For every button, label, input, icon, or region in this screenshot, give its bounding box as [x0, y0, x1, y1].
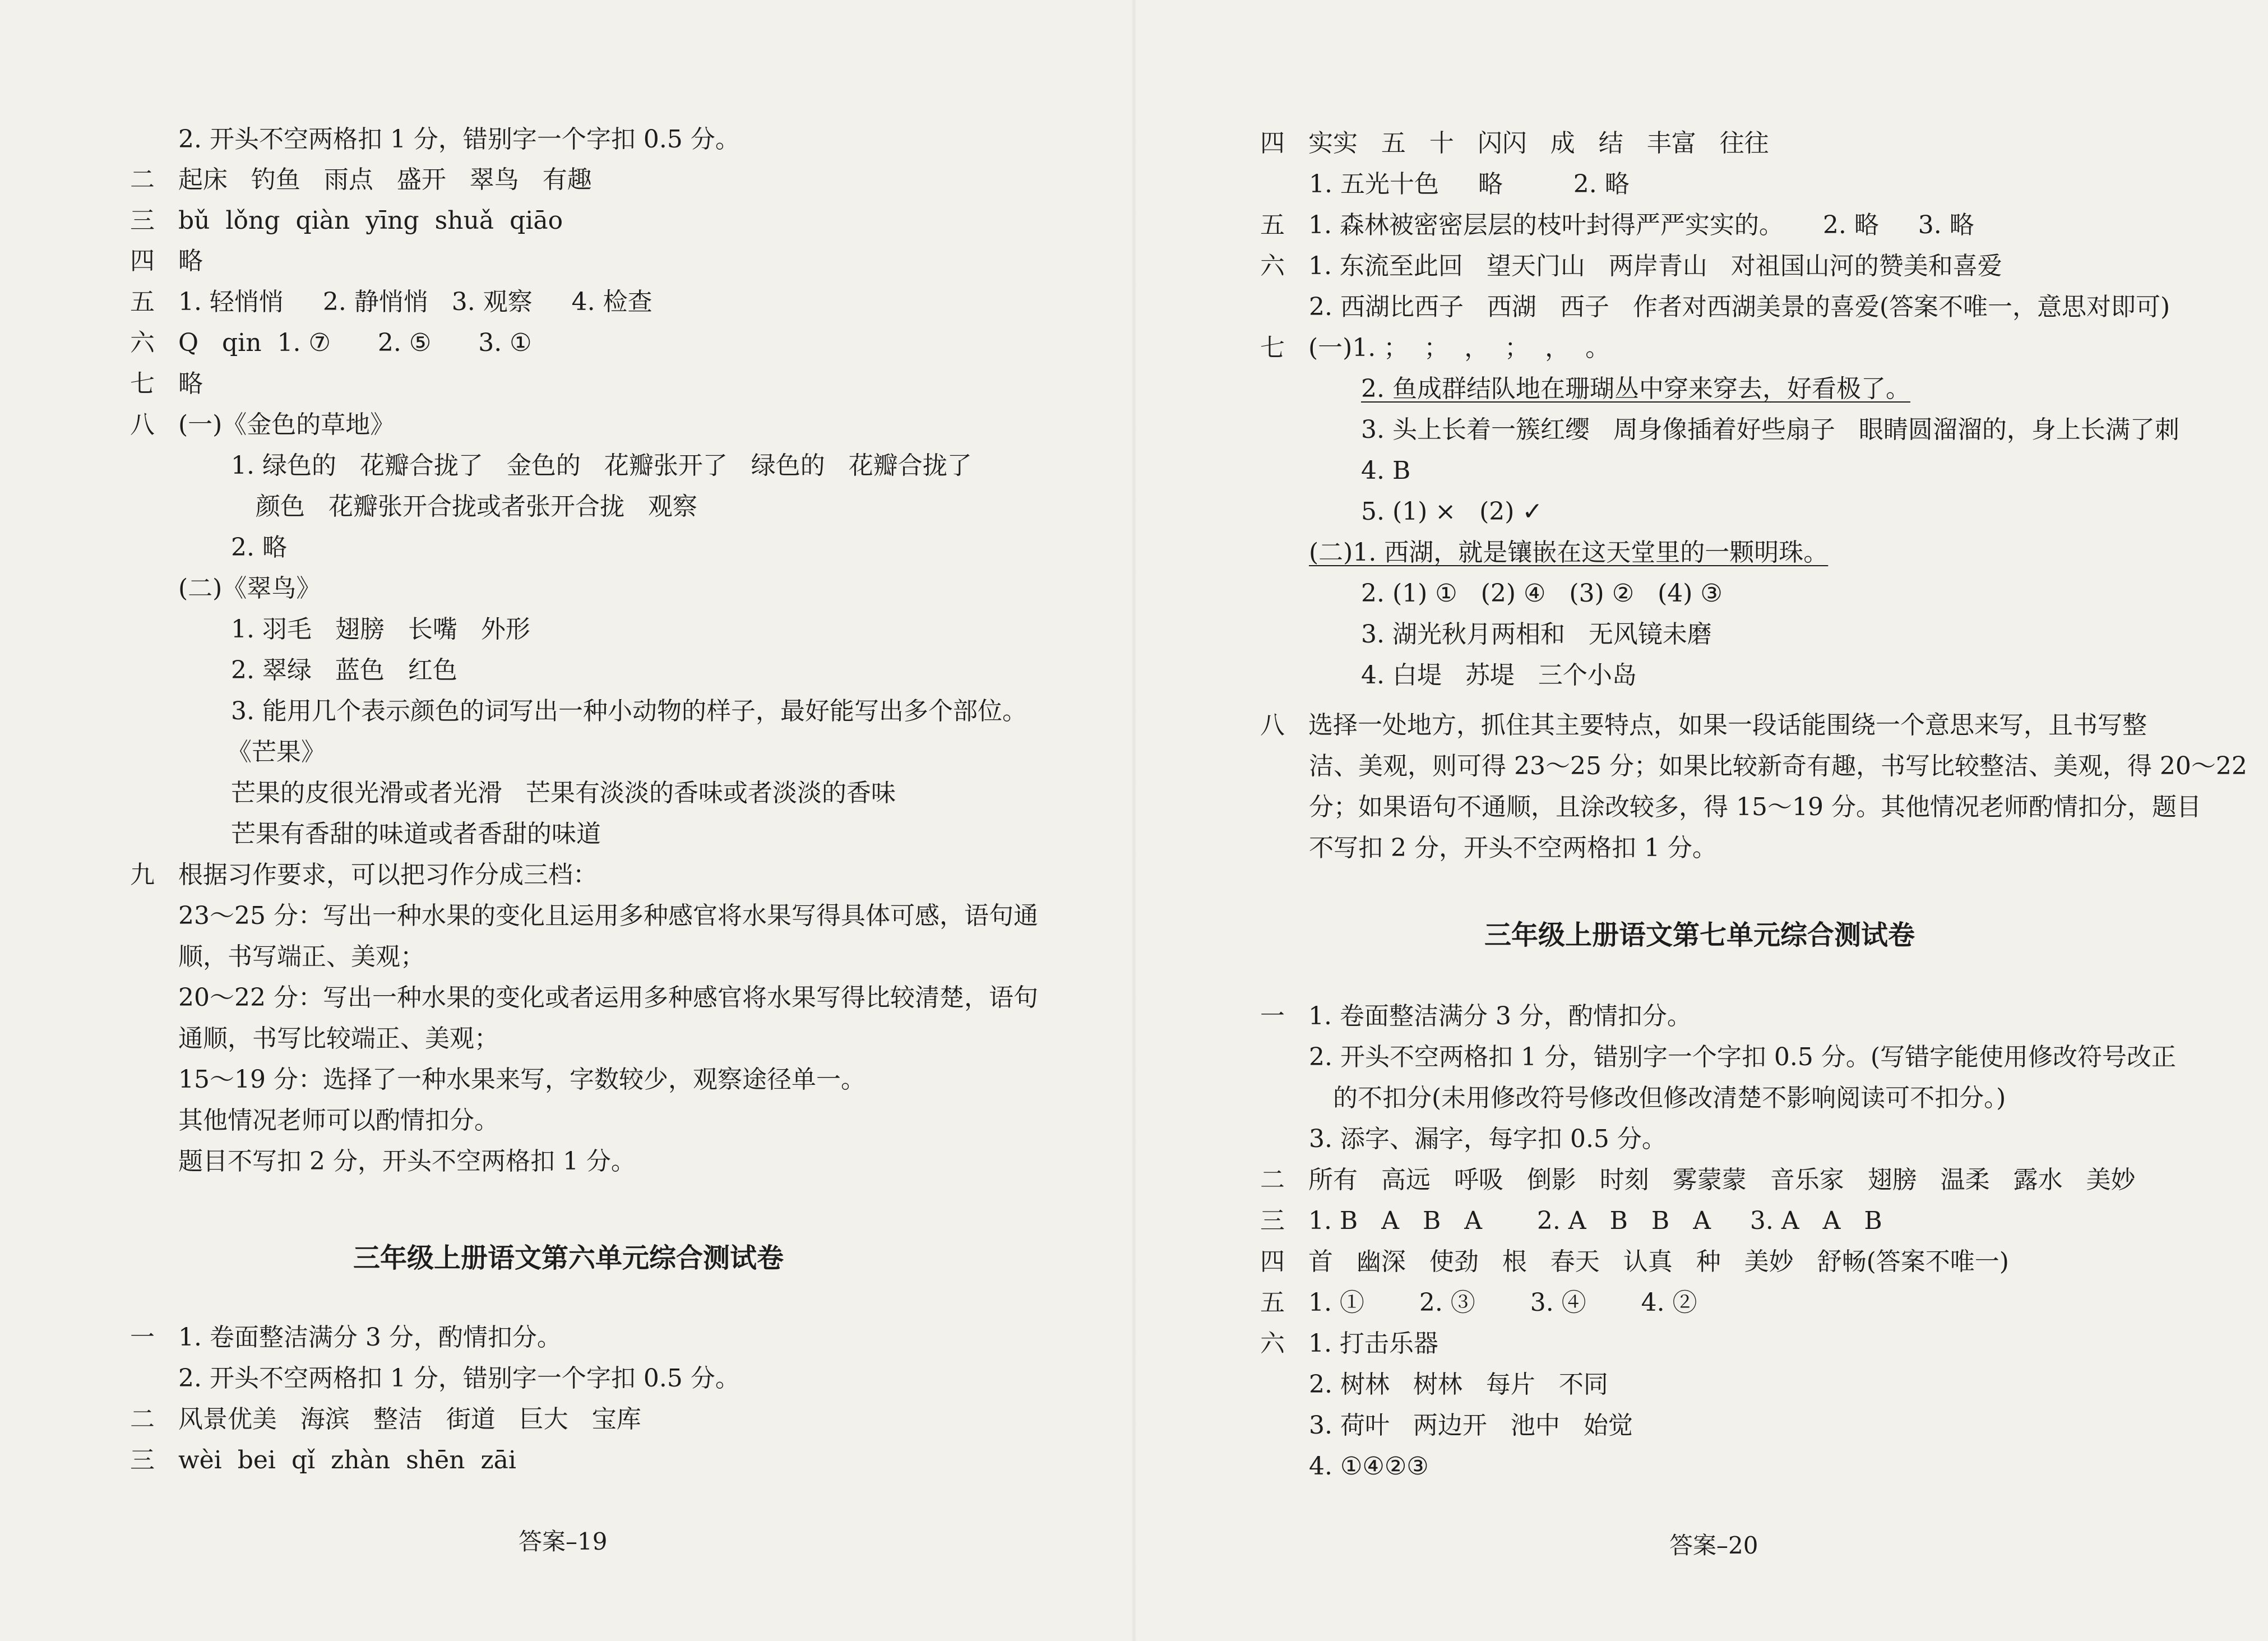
answer-line: 不写扣 2 分，开头不空两格扣 1 分。	[1309, 834, 1717, 862]
answer-line: 15～19 分：选择了一种水果来写，字数较少，观察途径单一。	[178, 1065, 865, 1094]
answer-line: (二)《翠鸟》	[178, 574, 321, 603]
answer-line: 通顺，书写比较端正、美观；	[178, 1024, 499, 1053]
answer-line: 五 1. 轻悄悄 2. 静悄悄 3. 观察 4. 检查	[130, 288, 652, 316]
answer-line: 3. 头上长着一簇红缨 周身像插着好些扇子 眼睛圆溜溜的，身上长满了刺	[1361, 415, 2179, 444]
answer-line: 四 实实 五 十 闪闪 成 结 丰富 往往	[1260, 129, 1769, 158]
answer-line: 3. 添字、漏字，每字扣 0.5 分。	[1309, 1125, 1667, 1153]
answer-line: 七 略	[130, 369, 203, 398]
answer-line: 2. 翠绿 蓝色 红色	[231, 656, 457, 685]
answer-line: 4. B	[1361, 456, 1411, 485]
answer-line: 3. 湖光秋月两相和 无风镜未磨	[1361, 620, 1712, 649]
answer-line: 四 略	[130, 247, 203, 275]
answer-line: 三 wèi bei qǐ zhàn shēn zāi	[130, 1446, 516, 1474]
answer-line: 洁、美观，则可得 23～25 分；如果比较新奇有趣，书写比较整洁、美观，得 20～22	[1309, 752, 2247, 780]
answer-line: 一 1. 卷面整洁满分 3 分，酌情扣分。	[1260, 1002, 1692, 1030]
section-title: 三年级上册语文第七单元综合测试卷	[1484, 919, 1915, 951]
answer-line: 3. 荷叶 两边开 池中 始觉	[1309, 1411, 1633, 1440]
answer-line: 2. 开头不空两格扣 1 分，错别字一个字扣 0.5 分。	[178, 1364, 740, 1393]
answer-line: 顺，书写端正、美观；	[178, 942, 425, 971]
answer-line: 1. 羽毛 翅膀 长嘴 外形	[231, 615, 530, 644]
answer-line: 23～25 分：写出一种水果的变化且运用多种感官将水果写得具体可感，语句通	[178, 902, 1038, 930]
answer-line: 三 1. B A B A 2. A B B A 3. A A B	[1260, 1207, 1882, 1235]
underlined-answer: 2. 鱼成群结队地在珊瑚丛中穿来穿去，好看极了。	[1361, 375, 1910, 403]
right-page	[1134, 0, 2268, 1641]
answer-line: 2. 略	[231, 533, 287, 562]
answer-line: 五 1. 森林被密密层层的枝叶封得严严实实的。 2. 略 3. 略	[1260, 211, 1974, 239]
answer-line: 5. (1) × (2) ✓	[1361, 497, 1543, 526]
answer-line: 3. 能用几个表示颜色的词写出一种小动物的样子，最好能写出多个部位。	[231, 697, 1027, 725]
answer-line: 七 (一)1. ； ； ， ； ， 。	[1260, 334, 1610, 362]
answer-line: 五 1. ① 2. ③ 3. ④ 4. ②	[1260, 1288, 1697, 1317]
answer-line: 六 1. 打击乐器	[1260, 1329, 1438, 1358]
answer-line: 1. 五光十色 略 2. 略	[1309, 170, 1630, 198]
answer-line: 八 选择一处地方，抓住其主要特点，如果一段话能围绕一个意思来写，且书写整	[1260, 711, 2147, 739]
page-number: 答案–20	[1669, 1532, 1758, 1559]
answer-line: 二 所有 高远 呼吸 倒影 时刻 雾蒙蒙 音乐家 翅膀 温柔 露水 美妙	[1260, 1166, 2136, 1194]
answer-line: 1. 绿色的 花瓣合拢了 金色的 花瓣张开了 绿色的 花瓣合拢了	[231, 451, 972, 480]
answer-line: 2. (1) ① (2) ④ (3) ② (4) ③	[1361, 579, 1723, 608]
answer-line: 4. ①④②③	[1309, 1452, 1429, 1481]
answer-line: 芒果有香甜的味道或者香甜的味道	[231, 820, 601, 848]
answer-line: 四 首 幽深 使劲 根 春天 认真 种 美妙 舒畅(答案不唯一)	[1260, 1247, 2009, 1276]
answer-line: 三 bǔ lǒng qiàn yīng shuǎ qiāo	[130, 206, 563, 235]
answer-line: 2. 开头不空两格扣 1 分，错别字一个字扣 0.5 分。(写错字能使用修改符号改正	[1309, 1043, 2177, 1071]
answer-line: 题目不写扣 2 分，开头不空两格扣 1 分。	[178, 1147, 636, 1176]
answer-line: 2. 开头不空两格扣 1 分，错别字一个字扣 0.5 分。	[178, 125, 740, 154]
answer-line: 六 Q qin 1. ⑦ 2. ⑤ 3. ①	[130, 329, 532, 357]
underlined-answer: (二)1. 西湖，就是镶嵌在这天堂里的一颗明珠。	[1309, 538, 1829, 567]
answer-line: 一 1. 卷面整洁满分 3 分，酌情扣分。	[130, 1323, 562, 1352]
answer-line: 颜色 花瓣张开合拢或者张开合拢 观察	[256, 492, 697, 521]
answer-line: 2. 树林 树林 每片 不同	[1309, 1370, 1608, 1399]
section-title: 三年级上册语文第六单元综合测试卷	[353, 1242, 784, 1274]
answer-line: 4. 白堤 苏堤 三个小岛	[1361, 661, 1637, 690]
page-number: 答案–19	[519, 1528, 608, 1555]
answer-line: 二 起床 钓鱼 雨点 盛开 翠鸟 有趣	[130, 165, 592, 194]
answer-line: 分；如果语句不通顺，且涂改较多，得 15～19 分。其他情况老师酌情扣分，题目	[1309, 793, 2201, 821]
answer-line: 六 1. 东流至此回 望天门山 两岸青山 对祖国山河的赞美和喜爱	[1260, 252, 2002, 280]
answer-line: 八 (一)《金色的草地》	[130, 410, 395, 439]
answer-line: 其他情况老师可以酌情扣分。	[178, 1106, 499, 1135]
answer-line: 《芒果》	[227, 738, 326, 766]
answer-line: 2. 西湖比西子 西湖 西子 作者对西湖美景的喜爱(答案不唯一，意思对即可)	[1309, 293, 2170, 321]
answer-line: 20～22 分：写出一种水果的变化或者运用多种感官将水果写得比较清楚，语句	[178, 983, 1038, 1012]
answer-line: 九 根据习作要求，可以把习作分成三档：	[130, 861, 598, 889]
answer-line: 的不扣分(未用修改符号修改但修改清楚不影响阅读可不扣分。)	[1333, 1084, 2006, 1112]
answer-line: 二 风景优美 海滨 整洁 街道 巨大 宝库	[130, 1405, 641, 1434]
answer-line: 芒果的皮很光滑或者光滑 芒果有淡淡的香味或者淡淡的香味	[231, 779, 896, 807]
